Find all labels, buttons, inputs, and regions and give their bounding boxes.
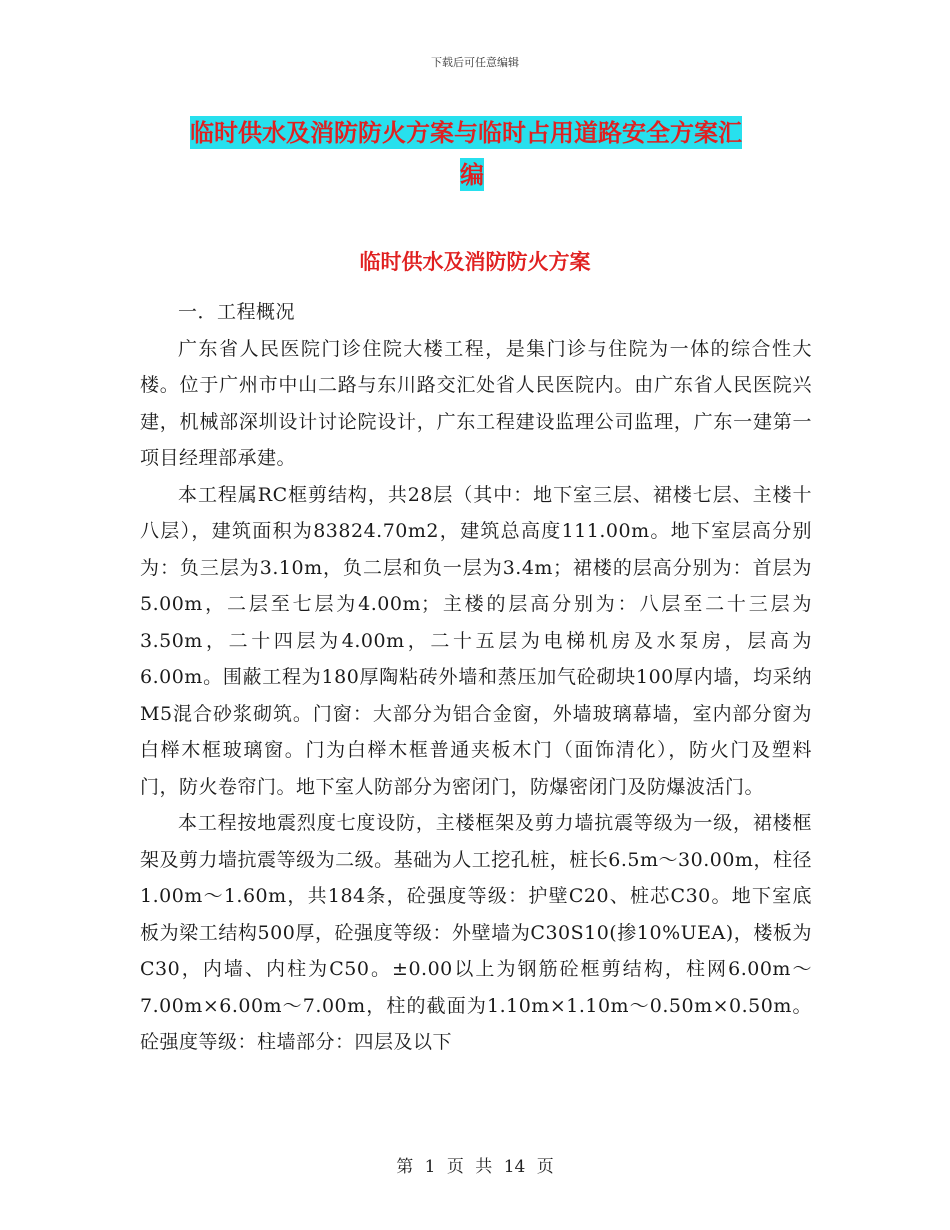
heading-project-overview: 一．工程概况 (178, 301, 296, 323)
document-title-line1: 临时供水及消防防火方案与临时占用道路安全方案汇 (190, 118, 742, 147)
paragraph-2: 本工程属RC框剪结构，共28层（其中：地下室三层、裙楼七层、主楼十八层），建筑面积为83824.70m2，建筑总高度111.00m。地下室层高分别为：负三层为3.10m，负二层和负一层为3.4m；裙楼的层高分别为：首层为5.00m，二层至七层为4.00m；主楼的层高分别为：八层至二十三层为3.50m，二十四层为4.00m，二十五层为电梯机房及水泵房，层高为6.00m。围蔽工程为180厚陶粘砖外墙和蒸压加气砼砌块100厚内墙，均采纳M5混合砂浆砌筑。门窗：大部分为铝合金窗，外墙玻璃幕墙，室内部分窗为白榉木框玻璃窗。门为白榉木框普通夹板木门（面饰清化），防火门及塑料门，防火卷帘门。地下室人防部分为密闭门，防爆密闭门及防爆波活门。 (140, 483, 812, 798)
document-title-line2: 编 (460, 160, 484, 189)
paragraph-3: 本工程按地震烈度七度设防，主楼框架及剪力墙抗震等级为一级，裙楼框架及剪力墙抗震等级为二级。基础为人工挖孔桩，桩长6.5m～30.00m，柱径1.00m～1.60m，共184条，砼强度等级：护壁C20、桩芯C30。地下室底板为梁工结构500厚，砼强度等级：外壁墙为C30S10(掺10%UEA)，楼板为C30，内墙、内柱为C50。±0.00以上为钢筋砼框剪结构，柱网6.00m～7.00m×6.00m～7.00m，柱的截面为1.10m×1.10m～0.50m×0.50m。砼强度等级：柱墙部分：四层及以下 (140, 812, 812, 1053)
document-title (190, 112, 810, 196)
page-footer: 第 1 页 共 14 页 (396, 1157, 554, 1177)
section-title: 临时供水及消防防火方案 (359, 249, 591, 274)
paragraph-1: 广东省人民医院门诊住院大楼工程，是集门诊与住院为一体的综合性大楼。位于广州市中山二路与东川路交汇处省人民医院内。由广东省人民医院兴建，机械部深圳设计讨论院设计，广东工程建设监理公司监理，广东一建第一项目经理部承建。 (140, 337, 812, 469)
body-text (140, 294, 812, 1061)
header-note: 下载后可任意编辑 (431, 56, 519, 69)
